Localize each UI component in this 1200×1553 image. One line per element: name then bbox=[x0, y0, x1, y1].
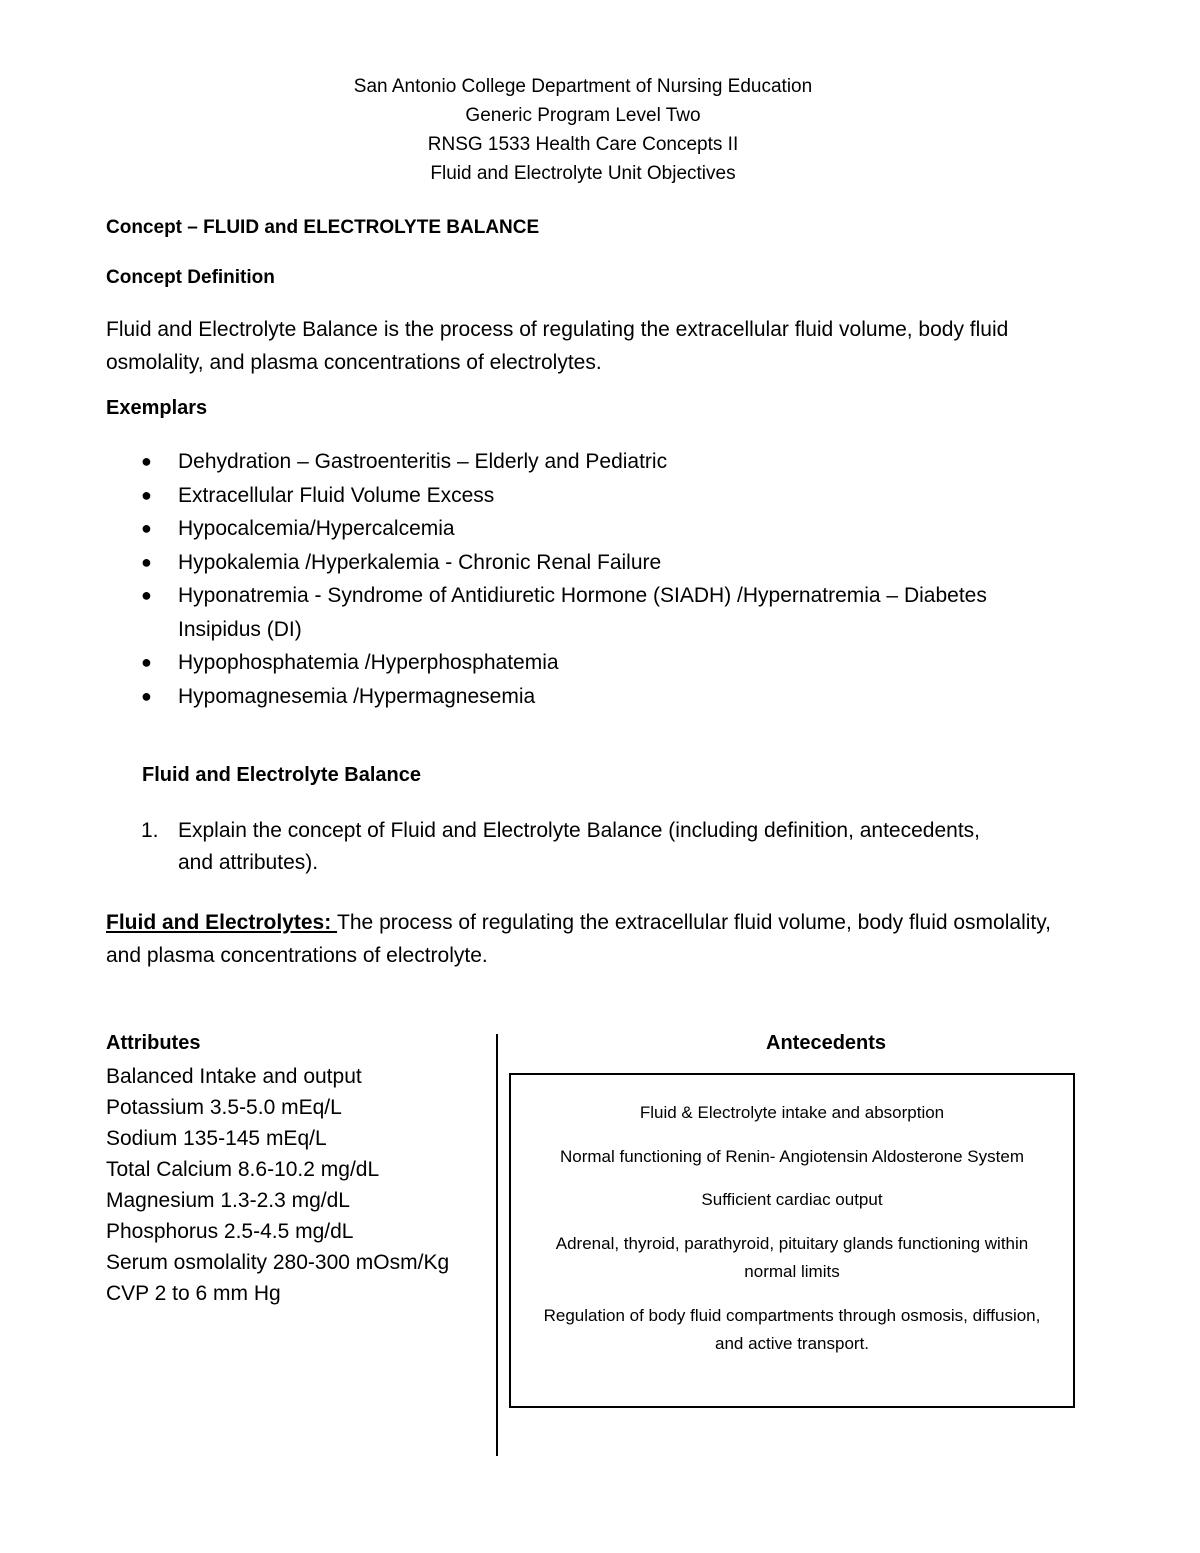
document-header bbox=[0, 72, 1166, 188]
list-item: Sodium 135-145 mEq/L bbox=[106, 1127, 327, 1150]
bullet-icon: ● bbox=[141, 685, 152, 706]
fe-term: Fluid and Electrolytes: bbox=[106, 911, 338, 934]
bullet-icon: ● bbox=[141, 585, 152, 605]
list-item: Balanced Intake and output bbox=[106, 1065, 362, 1088]
antecedents-box bbox=[509, 1073, 1075, 1408]
list-item: Magnesium 1.3-2.3 mg/dL bbox=[106, 1189, 350, 1212]
list-item: ● Dehydration – Gastroenteritis – Elderly and Pediatric bbox=[0, 445, 1038, 479]
exemplars-list bbox=[0, 445, 1038, 713]
list-item: CVP 2 to 6 mm Hg bbox=[106, 1282, 281, 1305]
column-divider bbox=[496, 1034, 498, 1456]
list-item: Total Calcium 8.6-10.2 mg/dL bbox=[106, 1158, 380, 1181]
concept-title: Concept – FLUID and ELECTROLYTE BALANCE bbox=[106, 217, 540, 238]
header-unit: Fluid and Electrolyte Unit Objectives bbox=[430, 163, 736, 184]
list-item: ● Hypokalemia /Hyperkalemia - Chronic Renal Failure bbox=[0, 546, 1038, 580]
balance-heading: Fluid and Electrolyte Balance bbox=[142, 764, 421, 786]
list-item bbox=[0, 815, 998, 879]
objectives-list bbox=[0, 815, 998, 879]
list-item: Serum osmolality 280-300 mOsm/Kg bbox=[106, 1251, 450, 1274]
header-program: Generic Program Level Two bbox=[465, 105, 701, 126]
list-item: ● Extracellular Fluid Volume Excess bbox=[0, 479, 1038, 513]
attributes-list bbox=[106, 1061, 449, 1309]
list-item: Phosphorus 2.5-4.5 mg/dL bbox=[106, 1220, 354, 1243]
list-item: ● Hypomagnesemia /Hypermagnesemia bbox=[0, 680, 1038, 714]
header-institution: San Antonio College Department of Nursing Education bbox=[353, 76, 813, 97]
list-item: Potassium 3.5-5.0 mEq/L bbox=[106, 1096, 342, 1119]
list-item: Sufficient cardiac output bbox=[701, 1190, 883, 1209]
attributes-heading: Attributes bbox=[106, 1032, 201, 1054]
bullet-icon: ● bbox=[141, 652, 152, 672]
list-item: ● Hypocalcemia/Hypercalcemia bbox=[0, 512, 1038, 546]
list-item: ● Hypophosphatemia /Hyperphosphatemia bbox=[0, 646, 1038, 680]
concept-definition-heading: Concept Definition bbox=[106, 267, 275, 288]
fe-term-definition: The process of regulating the extracellular fluid volume, body fluid osmolality, and plasma concentrations of electrolyte. bbox=[106, 911, 1052, 967]
antecedents-list bbox=[511, 1099, 1073, 1374]
antecedents-heading: Antecedents bbox=[766, 1032, 887, 1054]
bullet-icon: ● bbox=[141, 484, 152, 505]
list-item: Regulation of body fluid compartments through osmosis, diffusion, and active transport. bbox=[543, 1305, 1041, 1353]
bullet-icon: ● bbox=[141, 451, 152, 471]
list-item: Normal functioning of Renin- Angiotensin Aldosterone System bbox=[560, 1146, 1024, 1166]
exemplars-heading: Exemplars bbox=[106, 397, 208, 419]
list-item: ● Hyponatremia - Syndrome of Antidiuretic Hormone (SIADH) /Hypernatremia – Diabetes Insipidus (DI) bbox=[0, 579, 1038, 646]
bullet-icon: ● bbox=[141, 518, 152, 538]
objective-text: Explain the concept of Fluid and Electrolyte Balance (including definition, antecedents, and attributes). bbox=[178, 819, 980, 874]
list-item: Adrenal, thyroid, parathyroid, pituitary glands functioning within normal limits bbox=[555, 1233, 1029, 1281]
concept-definition-text: Fluid and Electrolyte Balance is the process of regulating the extracellular fluid volume, body fluid osmolality, and plasma concentrations of electrolytes. bbox=[106, 318, 1009, 374]
objective-number: 1. bbox=[141, 819, 159, 842]
bullet-icon: ● bbox=[141, 551, 152, 572]
header-course: RNSG 1533 Health Care Concepts II bbox=[427, 134, 739, 155]
list-item: Fluid & Electrolyte intake and absorption bbox=[639, 1103, 945, 1122]
fe-definition-paragraph bbox=[106, 906, 1066, 972]
